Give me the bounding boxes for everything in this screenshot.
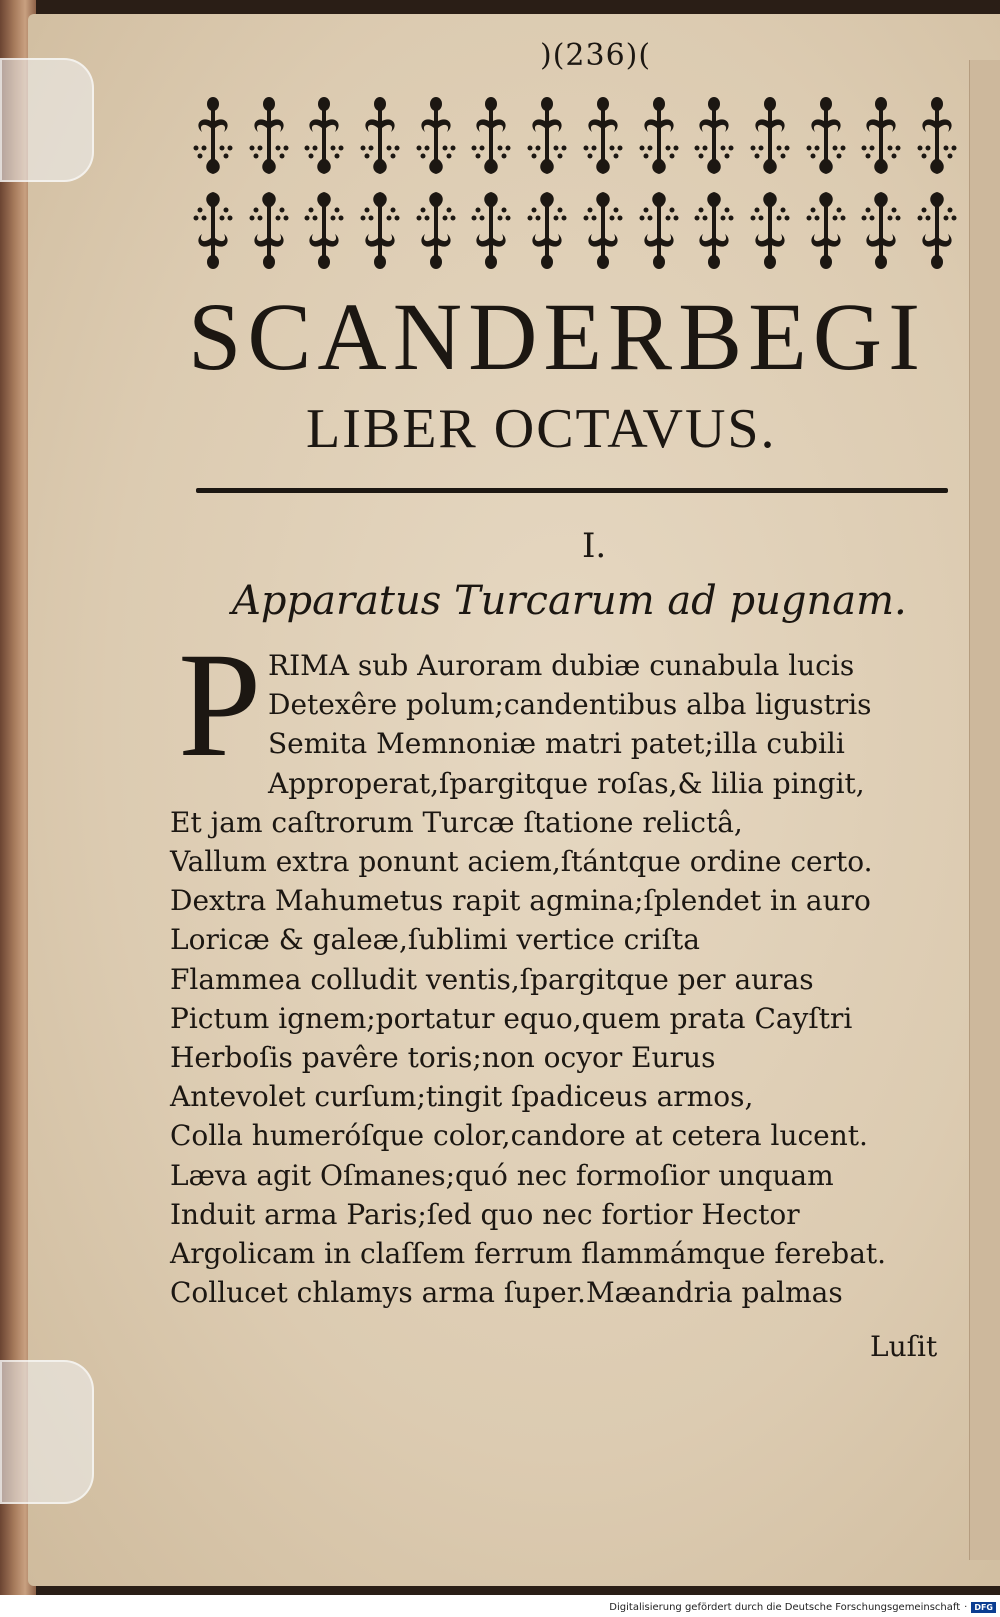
footer-separator: · xyxy=(964,1601,968,1613)
fleuron-ornament xyxy=(468,96,514,176)
fleuron-ornament xyxy=(691,190,737,270)
fleuron-ornament xyxy=(301,96,347,176)
ornament-band-bottom xyxy=(190,190,960,270)
fleuron-ornament xyxy=(357,190,403,270)
fleuron-ornament xyxy=(580,96,626,176)
fleuron-ornament xyxy=(357,96,403,176)
verse-line: RIMA sub Auroram dubiæ cunabula lucis xyxy=(268,649,855,682)
fleuron-ornament xyxy=(580,190,626,270)
fleuron-ornament xyxy=(914,190,960,270)
book-title: SCANDERBEGI xyxy=(188,283,927,390)
verse-line: Argolicam in claſſem ferrum flammámque ferebat. xyxy=(170,1237,887,1271)
title-rule xyxy=(196,488,948,493)
catchword: Luſit xyxy=(870,1330,938,1363)
verse-line: Antevolet curſum;tingit ſpadiceus armos, xyxy=(170,1080,754,1114)
drop-cap: P xyxy=(178,622,262,788)
verse-line: Detexêre polum;candentibus alba ligustris xyxy=(268,688,872,722)
fleuron-ornament xyxy=(246,190,292,270)
fleuron-ornament xyxy=(190,190,236,270)
fleuron-ornament xyxy=(858,96,904,176)
book-subtitle: LIBER OCTAVUS. xyxy=(306,398,777,460)
fleuron-ornament xyxy=(246,96,292,176)
digitization-footer xyxy=(609,1599,996,1615)
verse-line: Et jam caſtrorum Turcæ ſtatione relictâ, xyxy=(170,805,743,839)
fleuron-ornament xyxy=(524,190,570,270)
fleuron-ornament xyxy=(301,190,347,270)
section-number: I. xyxy=(582,526,607,566)
next-page-edge xyxy=(969,60,1000,1560)
fleuron-ornament xyxy=(468,190,514,270)
section-heading: Apparatus Turcarum ad pugnam. xyxy=(232,578,907,624)
verse-line: Læva agit Oſmanes;quó nec formoſior unquam xyxy=(170,1158,834,1192)
verse-line: Induit arma Paris;ſed quo nec fortior Hector xyxy=(170,1197,800,1231)
page-clip-top xyxy=(0,58,94,182)
fleuron-ornament xyxy=(190,96,236,176)
fleuron-ornament xyxy=(691,96,737,176)
fleuron-ornament xyxy=(413,96,459,176)
page-clip-bottom xyxy=(0,1360,94,1504)
verse-line: Approperat,ſpargitque roſas,& lilia pingit, xyxy=(268,766,865,800)
fleuron-ornament xyxy=(747,190,793,270)
verse-line: Colla humeróſque color,candore at cetera lucent. xyxy=(170,1119,868,1153)
fleuron-ornament xyxy=(636,190,682,270)
fleuron-ornament xyxy=(413,190,459,270)
verse-line: Herboſis pavêre toris;non ocyor Eurus xyxy=(170,1041,716,1075)
fleuron-ornament xyxy=(636,96,682,176)
verse-line: Collucet chlamys arma ſuper.Mæandria palmas xyxy=(170,1276,843,1310)
fleuron-ornament xyxy=(803,190,849,270)
verse-line: Vallum extra ponunt aciem,ſtántque ordine certo. xyxy=(170,845,873,879)
ornament-band-top xyxy=(190,96,960,176)
fleuron-ornament xyxy=(803,96,849,176)
verse-line: Loricæ & galeæ,ſublimi vertice criſta xyxy=(170,923,700,957)
verse-block xyxy=(170,646,960,1312)
fleuron-ornament xyxy=(524,96,570,176)
fleuron-ornament xyxy=(747,96,793,176)
verse-line: Dextra Mahumetus rapit agmina;ſplendet in auro xyxy=(170,884,871,918)
page-number: )(236)( xyxy=(540,38,652,73)
footer-credit: Digitalisierung gefördert durch die Deutsche Forschungsgemeinschaft xyxy=(609,1601,961,1613)
verse-line: Flammea colludit ventis,ſpargitque per auras xyxy=(170,962,814,996)
fleuron-ornament xyxy=(858,190,904,270)
fleuron-ornament xyxy=(914,96,960,176)
dfg-logo: DFG xyxy=(971,1602,996,1613)
verse-line: Semita Memnoniæ matri patet;illa cubili xyxy=(268,727,845,761)
verse-line: Pictum ignem;portatur equo,quem prata Cayſtri xyxy=(170,1001,853,1035)
